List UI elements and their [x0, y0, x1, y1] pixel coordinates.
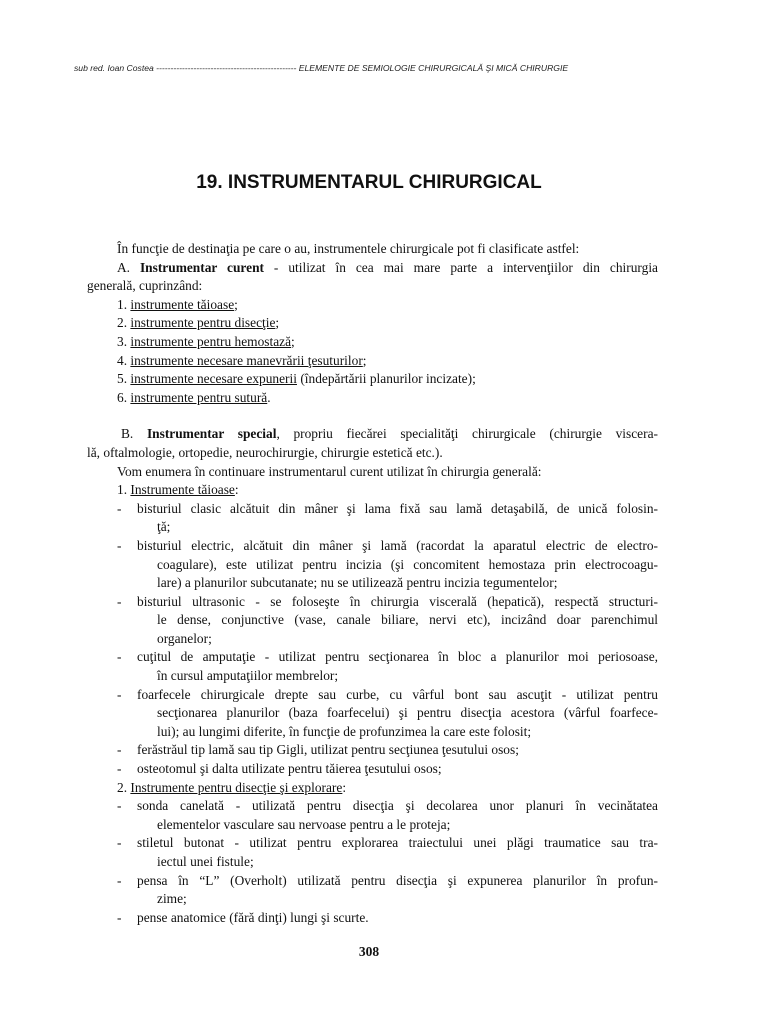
- dash-bullet: -: [117, 835, 122, 851]
- intro-paragraph: În funcţie de destinaţia pe care o au, instrumentele chirurgicale pot fi clasificate astfel:: [117, 241, 580, 256]
- list-item-line: foarfecele chirurgicale drepte sau curbe, cu vârful bont sau ascuţit - utilizat pentru: [137, 686, 658, 702]
- chapter-title: 19. INSTRUMENTARUL CHIRURGICAL: [196, 172, 542, 193]
- group-1-list: [117, 500, 658, 779]
- list-item-term: instrumente necesare expunerii: [130, 371, 297, 387]
- list-item-line: ferăstrăul tip lamă sau tip Gigli, utilizat pentru secţiunea ţesutului osos;: [137, 742, 519, 758]
- list-item-line: pense anatomice (fără dinţi) lungi şi scurte.: [137, 909, 369, 925]
- section-a-line-1: A. Instrumentar curent - utilizat în cea mai mare parte a intervenţiilor din chirurgia: [117, 259, 658, 275]
- list-item-term: instrumente pentru sutură: [130, 389, 268, 405]
- list-item: [117, 834, 658, 871]
- dash-bullet: -: [117, 798, 122, 814]
- list-item: [117, 741, 658, 760]
- group-1-heading: 1. Instrumente tăioase:: [117, 482, 239, 498]
- document-body: [87, 240, 658, 927]
- list-item-line: osteotomul şi dalta utilizate pentru tăierea ţesutului osos;: [137, 761, 442, 777]
- list-item-suffix: ;: [291, 333, 295, 349]
- list-item: [117, 537, 658, 593]
- list-item: [117, 352, 658, 371]
- section-b-line-1: B. Instrumentar special, propriu fiecărei specialităţi chirurgicale (chirurgie viscera-: [121, 426, 658, 442]
- section-a-line-2: generală, cuprinzând:: [87, 278, 203, 294]
- dash-bullet: -: [117, 872, 122, 888]
- list-item-line: bisturiul ultrasonic - se foloseşte în chirurgia viscerală (hepatică), respectă structuri-: [137, 593, 658, 609]
- dash-bullet: -: [117, 909, 122, 925]
- list-item-term: instrumente tăioase: [130, 296, 235, 312]
- list-item-line: sonda canelată - utilizată pentru disecţia şi decolarea unor planuri în vecinătatea: [137, 798, 658, 814]
- list-item: [117, 314, 658, 333]
- list-item-number: 2.: [117, 315, 131, 331]
- list-item-number: 1.: [117, 296, 131, 312]
- list-item: [117, 389, 658, 408]
- list-item: [117, 593, 658, 649]
- section-b-heading: Instrumentar special: [146, 426, 277, 442]
- list-item-suffix: (îndepărtării planurilor incizate);: [296, 371, 476, 387]
- list-item-line: elementelor vasculare sau nervoase pentru a le proteja;: [157, 816, 451, 832]
- list-item: [117, 648, 658, 685]
- list-item-line: ţă;: [157, 519, 171, 535]
- dash-bullet: -: [117, 537, 122, 553]
- list-item: [117, 686, 658, 742]
- list-item: [117, 370, 658, 389]
- list-item-number: 5.: [117, 371, 131, 387]
- dash-bullet: -: [117, 742, 122, 758]
- list-item-line: lui); au lungimi diferite, în funcţie de profunzimea la care este folosit;: [157, 723, 532, 739]
- group-2-list: [117, 797, 658, 927]
- section-b-line-3: Vom enumera în continuare instrumentarul curent utilizat în chirurgia generală:: [117, 463, 542, 479]
- list-item: [117, 760, 658, 779]
- list-item-line: le dense, conjunctive (vase, canale biliare, nervi etc), incizând doar parenchimul: [157, 612, 658, 628]
- dash-bullet: -: [117, 500, 122, 516]
- list-item-number: 6.: [117, 389, 131, 405]
- dash-bullet: -: [117, 649, 122, 665]
- list-item: [117, 909, 658, 928]
- list-item-line: coagulare), este utilizat pentru incizia (şi concomitent hemostaza prin electrocoagu-: [157, 556, 658, 572]
- list-item-line: pensa în “L” (Overholt) utilizată pentru disecţia şi expunerea planurilor în profun-: [137, 872, 658, 888]
- list-item-suffix: ;: [362, 352, 367, 368]
- list-item-line: cuţitul de amputaţie - utilizat pentru secţionarea în bloc a planurilor moi periosoase,: [137, 649, 658, 665]
- dash-bullet: -: [117, 761, 122, 777]
- list-item-line: lare) a planurilor subcutanate; nu se utilizează pentru incizia tegumentelor;: [157, 575, 558, 591]
- page-number: 308: [358, 944, 380, 959]
- list-item-suffix: ;: [234, 296, 238, 312]
- section-a-heading: Instrumentar curent: [139, 259, 264, 275]
- list-item: [117, 872, 658, 909]
- section-b-line-2: lă, oftalmologie, ortopedie, neurochirurgie, chirurgie estetică etc.).: [87, 444, 443, 460]
- list-item-number: 4.: [117, 352, 131, 368]
- list-item-suffix: .: [267, 389, 271, 405]
- list-item-line: secţionarea planurilor (baza foarfecelui) şi pentru disecţia acestora (vârful foarfece-: [157, 705, 658, 721]
- list-item: [117, 500, 658, 537]
- list-item-line: organelor;: [157, 630, 212, 646]
- list-item-line: zime;: [157, 891, 187, 907]
- list-item: [117, 296, 658, 315]
- section-a-list: [117, 296, 658, 408]
- list-item-line: iectul unei fistule;: [157, 854, 254, 869]
- list-item-suffix: ;: [275, 315, 280, 331]
- group-2-heading: 2. Instrumente pentru disecţie şi explorare:: [117, 779, 347, 795]
- dash-bullet: -: [117, 593, 122, 609]
- list-item-line: bisturiul electric, alcătuit din mâner şi lamă (racordat la aparatul electric de electro-: [137, 537, 658, 553]
- list-item-number: 3.: [117, 333, 131, 349]
- list-item-term: instrumente pentru disecţie: [130, 315, 276, 331]
- running-header: sub red. Ioan Costea ------------------------------------------------- ELEMENTE DE SEMIOLOGIE CHIRURGICALĂ ŞI MICĂ CHIRURGIE: [74, 63, 569, 73]
- list-item-line: în cursul amputaţiilor membrelor;: [157, 668, 339, 684]
- list-item-line: stiletul butonat - utilizat pentru explorarea traiectului unei plăgi traumatice sau tra-: [137, 835, 658, 851]
- list-item-term: instrumente necesare manevrării ţesuturilor: [130, 352, 363, 368]
- list-item: [117, 797, 658, 834]
- list-item-term: instrumente pentru hemostază: [130, 333, 292, 349]
- dash-bullet: -: [117, 686, 122, 702]
- list-item-line: bisturiul clasic alcătuit din mâner şi lama fixă sau lamă detaşabilă, de unică folosin-: [137, 500, 658, 516]
- list-item: [117, 333, 658, 352]
